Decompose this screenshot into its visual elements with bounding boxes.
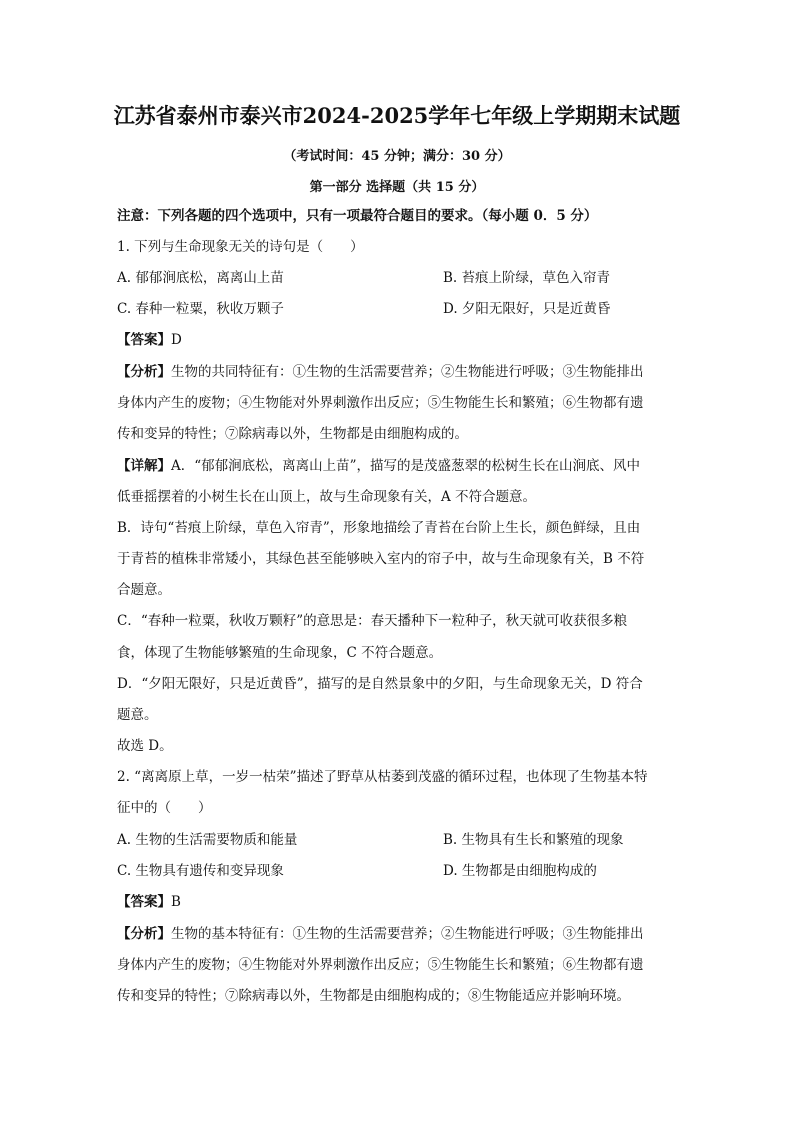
q1-detail-line-7: 食，体现了生物能够繁殖的生命现象，C 不符合题意。 <box>117 645 443 661</box>
q2-analysis-line-1 <box>117 924 644 944</box>
q1-detail-line-5: 合题意。 <box>117 582 171 598</box>
q1-detail-line-4: 于青苔的植株非常矮小，其绿色甚至能够映入室内的帘子中，故与生命现象有关，B 不符 <box>117 551 645 567</box>
q1-option-a: A. 郁郁涧底松，离离山上苗 <box>117 270 284 286</box>
q2-option-c: C. 生物具有遗传和变异现象 <box>117 863 284 879</box>
analysis-tag: 【分析】 <box>117 926 171 942</box>
q1-analysis-line-1 <box>117 362 644 382</box>
exam-info: （考试时间：45 分钟；满分：30 分） <box>283 149 511 164</box>
q1-detail-line-8: D．“夕阳无限好，只是近黄昏”，描写的是自然景象中的夕阳，与生命现象无关，D 符合 <box>117 676 643 692</box>
q1-option-c: C. 春种一粒粟，秋收万颗子 <box>117 301 284 317</box>
q2-analysis-line-3: 传和变异的特性；⑦除病毒以外，生物都是由细胞构成的；⑧生物能适应并影响环境。 <box>117 988 630 1004</box>
q1-analysis-line-3: 传和变异的特性；⑦除病毒以外，生物都是由细胞构成的。 <box>117 426 468 442</box>
q2-stem-line-1: 2. “离离原上草，一岁一枯荣”描述了野草从枯萎到茂盛的循环过程，也体现了生物基本特 <box>117 769 648 785</box>
detail-text: A．“郁郁涧底松，离离山上苗”，描写的是茂盛葱翠的松树生长在山涧底、风中 <box>171 458 641 474</box>
q1-detail-line-10: 故选 D。 <box>117 738 173 754</box>
q1-detail-line-3: B．诗句“苔痕上阶绿，草色入帘青”，形象地描绘了青苔在台阶上生长，颜色鲜绿，且由 <box>117 520 641 536</box>
answer-tag: 【答案】 <box>117 894 171 910</box>
page-title: 江苏省泰州市泰兴市2024-2025学年七年级上学期期末试题 <box>113 103 681 128</box>
notice: 注意：下列各题的四个选项中，只有一项最符合题目的要求。（每小题 0．5 分） <box>117 208 598 224</box>
q1-analysis-line-2: 身体内产生的废物；④生物能对外界刺激作出反应；⑤生物能生长和繁殖；⑥生物都有遗 <box>117 395 644 411</box>
q2-stem-line-2: 征中的（ ） <box>117 800 212 816</box>
q2-option-b: B. 生物具有生长和繁殖的现象 <box>443 832 624 848</box>
q2-option-d: D. 生物都是由细胞构成的 <box>443 863 597 879</box>
detail-tag: 【详解】 <box>117 458 171 474</box>
q1-detail-line-2: 低垂摇摆着的小树生长在山顶上，故与生命现象有关，A 不符合题意。 <box>117 489 537 505</box>
analysis-tag: 【分析】 <box>117 364 171 380</box>
q1-option-b: B. 苔痕上阶绿，草色入帘青 <box>443 270 611 286</box>
q1-detail-line-9: 题意。 <box>117 707 158 723</box>
q2-analysis-line-2: 身体内产生的废物；④生物能对外界刺激作出反应；⑤生物能生长和繁殖；⑥生物都有遗 <box>117 957 644 973</box>
analysis-text: 生物的基本特征有：①生物的生活需要营养；②生物能进行呼吸；③生物能排出 <box>171 926 644 942</box>
q1-detail-line-6: C．“春种一粒粟，秋收万颗籽”的意思是：春天播种下一粒种子，秋天就可收获很多粮 <box>117 613 628 629</box>
answer-value: D <box>171 332 182 348</box>
analysis-text: 生物的共同特征有：①生物的生活需要营养；②生物能进行呼吸；③生物能排出 <box>171 364 644 380</box>
q2-option-a: A. 生物的生活需要物质和能量 <box>117 832 298 848</box>
section-heading: 第一部分 选择题（共 15 分） <box>309 180 485 195</box>
q1-option-d: D. 夕阳无限好，只是近黄昏 <box>443 301 611 317</box>
q1-detail-line-1 <box>117 456 640 476</box>
q1-stem: 1. 下列与生命现象无关的诗句是（ ） <box>117 239 364 255</box>
q2-answer <box>117 892 181 912</box>
answer-tag: 【答案】 <box>117 332 171 348</box>
q1-answer <box>117 330 182 350</box>
answer-value: B <box>171 894 181 910</box>
